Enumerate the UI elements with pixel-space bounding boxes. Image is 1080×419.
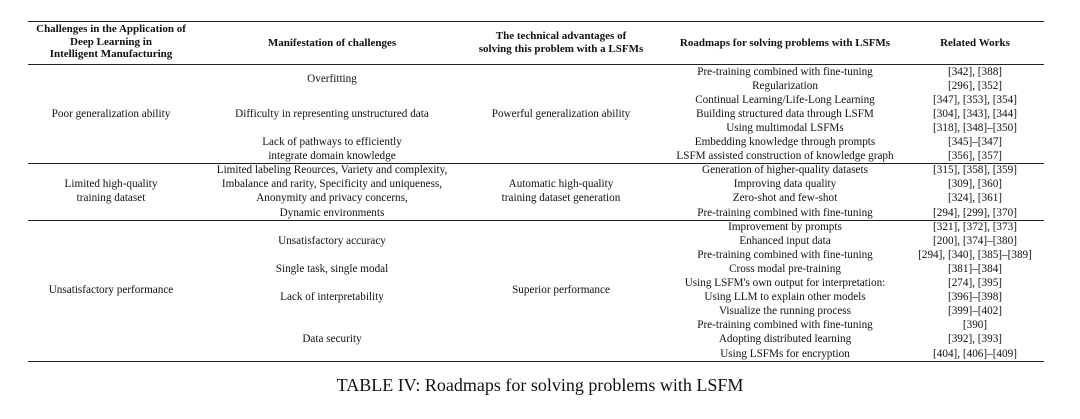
related-works-cell: [381]–[384]: [947, 262, 1003, 275]
manifestation-cell: Difficulty in representing unstructured data: [235, 107, 429, 120]
advantage-cell: Automatic high-quality: [508, 178, 614, 191]
challenge-cell: Unsatisfactory performance: [48, 284, 174, 297]
challenge-cell: Limited high-quality: [64, 178, 158, 191]
related-works-cell: [304], [343], [344]: [933, 107, 1017, 120]
header-advantages: solving this problem with a LSFMs: [478, 42, 644, 55]
related-works-cell: [345]–[347]: [947, 136, 1003, 148]
manifestation-cell: Single task, single modal: [275, 262, 389, 275]
manifestation-cell: Overfitting: [307, 72, 357, 85]
roadmap-cell: Improvement by prompts: [728, 220, 842, 233]
related-works-cell: [274], [395]: [947, 277, 1003, 289]
roadmap-cell: Adopting distributed learning: [718, 333, 852, 346]
roadmap-cell: Pre-training combined with fine-tuning: [697, 248, 873, 261]
manifestation-cell: Lack of interpretability: [280, 291, 384, 304]
manifestation-cell: Imbalance and rarity, Specificity and uniqueness,: [221, 178, 443, 191]
manifestation-cell: Dynamic environments: [279, 206, 385, 219]
related-works-cell: [294], [299], [370]: [933, 206, 1017, 219]
header-roadmaps: Roadmaps for solving problems with LSFMs: [679, 37, 891, 49]
advantage-cell: Superior performance: [512, 284, 610, 297]
advantage-cell: Powerful generalization ability: [491, 107, 631, 120]
header-manifestation: Manifestation of challenges: [267, 37, 397, 49]
roadmap-cell: Embedding knowledge through prompts: [694, 136, 876, 148]
roadmap-cell: Using LSFMs for encryption: [720, 347, 850, 360]
roadmap-cell: LSFM assisted construction of knowledge graph: [676, 150, 894, 163]
related-works-cell: [356], [357]: [947, 150, 1003, 163]
manifestation-cell: integrate domain knowledge: [268, 150, 396, 163]
related-works-cell: [309], [360]: [947, 178, 1003, 191]
roadmap-cell: Using LLM to explain other models: [704, 291, 866, 304]
roadmap-cell: Pre-training combined with fine-tuning: [697, 206, 873, 219]
challenge-cell: Poor generalization ability: [51, 107, 171, 120]
advantage-cell: training dataset generation: [501, 192, 621, 205]
manifestation-cell: Unsatisfactory accuracy: [278, 234, 386, 247]
related-works-cell: [324], [361]: [947, 192, 1003, 205]
header-advantages: The technical advantages of: [495, 30, 627, 42]
related-works-cell: [315], [358], [359]: [933, 164, 1017, 177]
related-works-cell: [296], [352]: [947, 79, 1003, 92]
related-works-cell: [404], [406]–[409]: [933, 347, 1017, 360]
roadmap-cell: Using LSFM's own output for interpretation:: [684, 277, 886, 289]
related-works-cell: [396]–[398]: [947, 291, 1003, 304]
roadmap-cell: Pre-training combined with fine-tuning: [697, 319, 873, 332]
header-challenges: Challenges in the Application of: [36, 23, 186, 35]
roadmap-cell: Enhanced input data: [739, 234, 831, 247]
roadmap-cell: Generation of higher-quality datasets: [702, 164, 868, 177]
bottom-rule: [28, 361, 1044, 362]
manifestation-cell: Limited labeling Reources, Variety and complexity,: [216, 164, 448, 177]
related-works-cell: [318], [348]–[350]: [933, 121, 1017, 134]
roadmap-cell: Cross modal pre-training: [729, 262, 841, 275]
related-works-cell: [390]: [962, 319, 988, 332]
related-works-cell: [347], [353], [354]: [933, 93, 1017, 106]
related-works-cell: [342], [388]: [947, 65, 1003, 78]
roadmap-cell: Zero-shot and few-shot: [732, 192, 838, 205]
manifestation-cell: Data security: [302, 333, 362, 346]
group-rule: [28, 220, 1044, 221]
manifestation-cell: Lack of pathways to efficiently: [262, 136, 402, 149]
roadmap-cell: Building structured data through LSFM: [696, 107, 874, 120]
related-works-cell: [294], [340], [385]–[389]: [918, 248, 1032, 261]
roadmap-cell: Visualize the running process: [719, 305, 851, 318]
group-rule: [28, 163, 1044, 164]
manifestation-cell: Anonymity and privacy concerns,: [256, 192, 408, 205]
header-related: Related Works: [940, 37, 1010, 49]
challenge-cell: training dataset: [76, 192, 146, 205]
related-works-cell: [321], [372], [373]: [933, 220, 1017, 233]
header-rule: [28, 64, 1044, 65]
roadmap-cell: Using multimodal LSFMs: [726, 121, 844, 134]
table-caption: TABLE IV: Roadmaps for solving problems with LSFM: [336, 375, 744, 395]
related-works-cell: [399]–[402]: [947, 305, 1003, 318]
roadmap-cell: Improving data quality: [733, 178, 837, 191]
roadmap-cell: Regularization: [752, 79, 818, 92]
related-works-cell: [200], [374]–[380]: [933, 234, 1017, 247]
related-works-cell: [392], [393]: [947, 333, 1003, 346]
roadmap-cell: Pre-training combined with fine-tuning: [697, 65, 873, 78]
header-challenges: Intelligent Manufacturing: [49, 48, 173, 60]
header-challenges: Deep Learning in: [70, 35, 152, 48]
roadmap-cell: Continual Learning/Life-Long Learning: [695, 93, 875, 106]
